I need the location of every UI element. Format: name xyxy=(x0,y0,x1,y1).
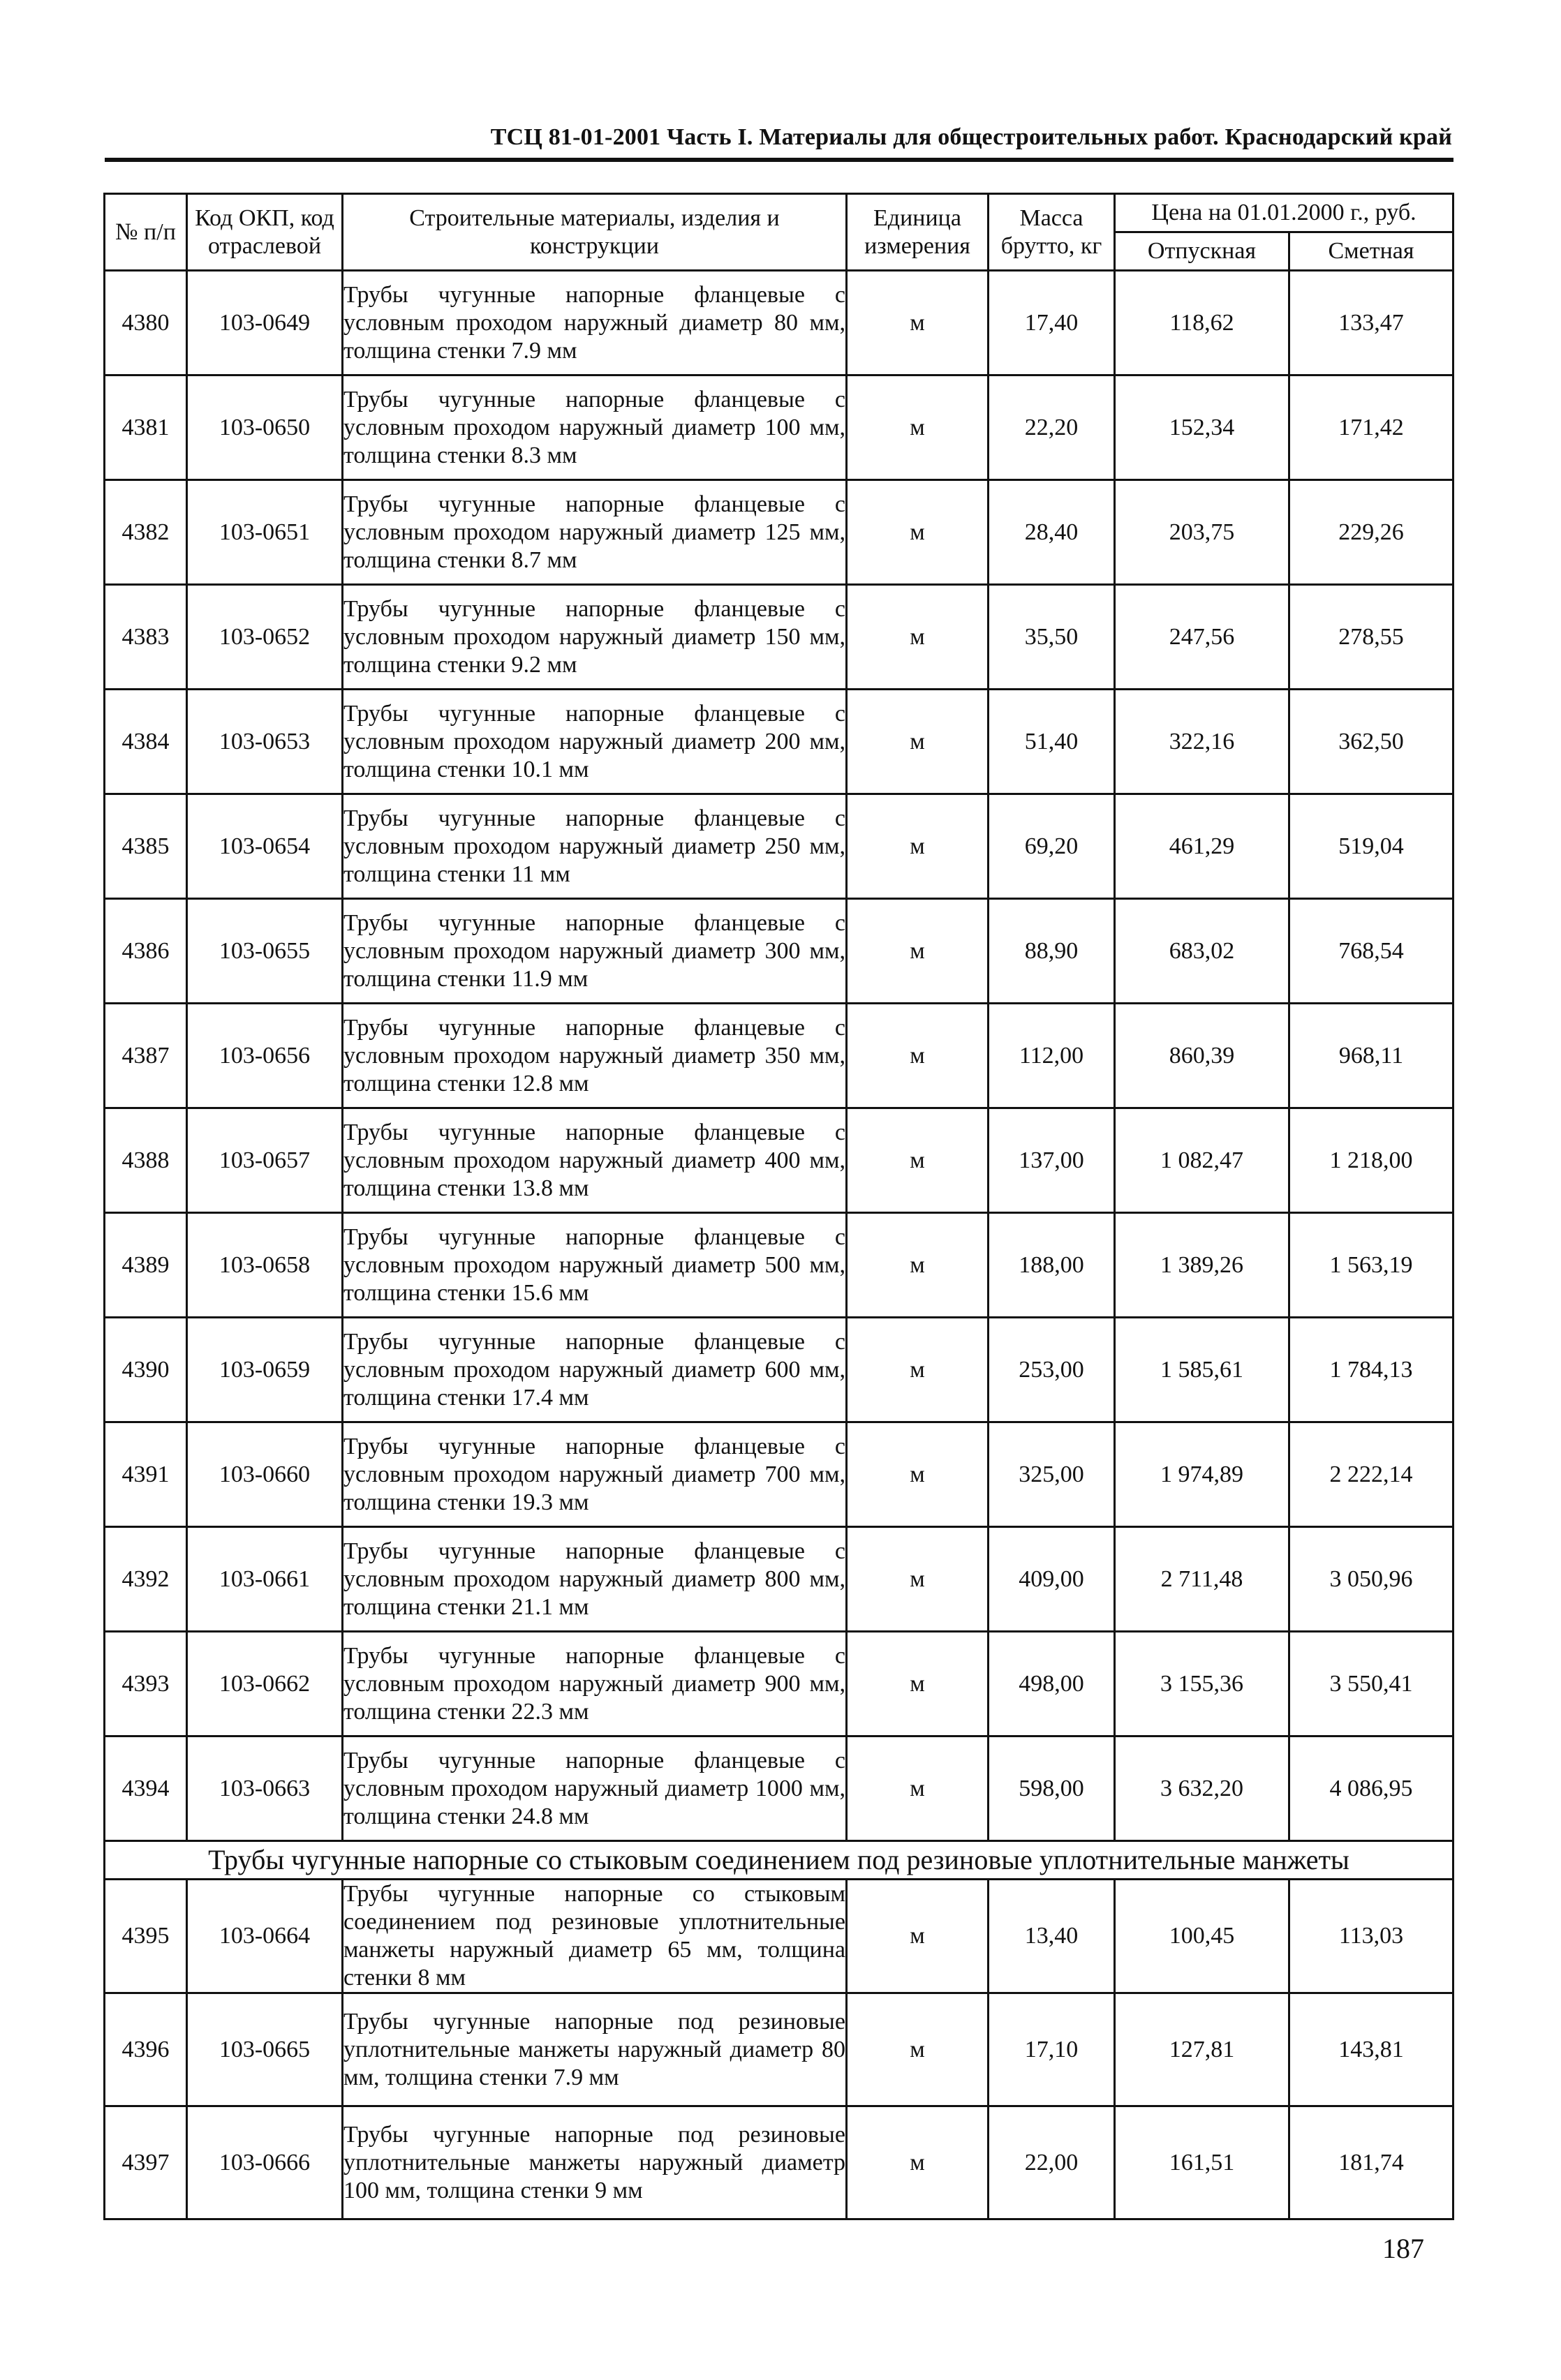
row-release-price: 118,62 xyxy=(1115,271,1289,375)
row-code: 103-0664 xyxy=(187,1880,343,1993)
row-unit: м xyxy=(847,1422,989,1527)
row-mass: 69,20 xyxy=(989,794,1115,899)
col-header-mass: Масса брутто, кг xyxy=(989,194,1115,271)
row-description: Трубы чугунные напорные под резиновые уплотнительные манжеты наружный диаметр 100 мм, толщина стенки 9 мм xyxy=(343,2106,847,2219)
price-table xyxy=(103,193,1454,2220)
row-code: 103-0663 xyxy=(187,1736,343,1841)
row-release-price: 3 632,20 xyxy=(1115,1736,1289,1841)
row-mass: 17,40 xyxy=(989,271,1115,375)
row-code: 103-0659 xyxy=(187,1318,343,1422)
row-unit: м xyxy=(847,480,989,585)
row-mass: 137,00 xyxy=(989,1108,1115,1213)
row-release-price: 1 974,89 xyxy=(1115,1422,1289,1527)
row-estimate-price: 768,54 xyxy=(1289,899,1453,1004)
row-unit: м xyxy=(847,899,989,1004)
row-description: Трубы чугунные напорные под резиновые уплотнительные манжеты наружный диаметр 80 мм, толщина стенки 7.9 мм xyxy=(343,1993,847,2106)
row-release-price: 683,02 xyxy=(1115,899,1289,1004)
row-description: Трубы чугунные напорные фланцевые с условным проходом наружный диаметр 300 мм, толщина стенки 11.9 мм xyxy=(343,899,847,1004)
row-release-price: 3 155,36 xyxy=(1115,1632,1289,1736)
table-row xyxy=(105,1213,1453,1318)
row-code: 103-0658 xyxy=(187,1213,343,1318)
row-code: 103-0655 xyxy=(187,899,343,1004)
row-description: Трубы чугунные напорные фланцевые с условным проходом наружный диаметр 100 мм, толщина стенки 8.3 мм xyxy=(343,375,847,480)
row-number: 4397 xyxy=(105,2106,187,2219)
row-number: 4388 xyxy=(105,1108,187,1213)
row-number: 4393 xyxy=(105,1632,187,1736)
row-estimate-price: 3 550,41 xyxy=(1289,1632,1453,1736)
row-description: Трубы чугунные напорные фланцевые с условным проходом наружный диаметр 900 мм, толщина стенки 22.3 мм xyxy=(343,1632,847,1736)
table-row xyxy=(105,585,1453,690)
row-unit: м xyxy=(847,1632,989,1736)
row-description: Трубы чугунные напорные фланцевые с условным проходом наружный диаметр 800 мм, толщина стенки 21.1 мм xyxy=(343,1527,847,1632)
row-estimate-price: 362,50 xyxy=(1289,690,1453,794)
col-header-price-group: Цена на 01.01.2000 г., руб. xyxy=(1115,194,1453,232)
row-code: 103-0650 xyxy=(187,375,343,480)
row-number: 4385 xyxy=(105,794,187,899)
col-header-unit: Единица измерения xyxy=(847,194,989,271)
col-header-release: Отпускная xyxy=(1115,232,1289,271)
row-release-price: 203,75 xyxy=(1115,480,1289,585)
row-unit: м xyxy=(847,375,989,480)
col-header-desc: Строительные материалы, изделия и конструкции xyxy=(343,194,847,271)
row-unit: м xyxy=(847,794,989,899)
section-title: Трубы чугунные напорные со стыковым соединением под резиновые уплотнительные манжеты xyxy=(105,1841,1453,1880)
row-mass: 22,00 xyxy=(989,2106,1115,2219)
row-release-price: 461,29 xyxy=(1115,794,1289,899)
row-code: 103-0649 xyxy=(187,271,343,375)
row-mass: 22,20 xyxy=(989,375,1115,480)
row-description: Трубы чугунные напорные фланцевые с условным проходом наружный диаметр 500 мм, толщина стенки 15.6 мм xyxy=(343,1213,847,1318)
row-release-price: 1 585,61 xyxy=(1115,1318,1289,1422)
row-mass: 409,00 xyxy=(989,1527,1115,1632)
row-estimate-price: 113,03 xyxy=(1289,1880,1453,1993)
row-description: Трубы чугунные напорные фланцевые с условным проходом наружный диаметр 350 мм, толщина стенки 12.8 мм xyxy=(343,1004,847,1108)
row-code: 103-0654 xyxy=(187,794,343,899)
row-mass: 51,40 xyxy=(989,690,1115,794)
row-release-price: 127,81 xyxy=(1115,1993,1289,2106)
table-row xyxy=(105,1993,1453,2106)
table-row xyxy=(105,794,1453,899)
row-unit: м xyxy=(847,1880,989,1993)
row-unit: м xyxy=(847,1736,989,1841)
row-number: 4389 xyxy=(105,1213,187,1318)
row-release-price: 1 082,47 xyxy=(1115,1108,1289,1213)
row-unit: м xyxy=(847,1108,989,1213)
table-row xyxy=(105,1004,1453,1108)
row-unit: м xyxy=(847,271,989,375)
table-row xyxy=(105,1318,1453,1422)
row-number: 4382 xyxy=(105,480,187,585)
row-release-price: 247,56 xyxy=(1115,585,1289,690)
row-estimate-price: 171,42 xyxy=(1289,375,1453,480)
row-estimate-price: 181,74 xyxy=(1289,2106,1453,2219)
row-mass: 17,10 xyxy=(989,1993,1115,2106)
row-number: 4396 xyxy=(105,1993,187,2106)
row-code: 103-0651 xyxy=(187,480,343,585)
table-row xyxy=(105,899,1453,1004)
row-number: 4395 xyxy=(105,1880,187,1993)
row-number: 4386 xyxy=(105,899,187,1004)
row-release-price: 2 711,48 xyxy=(1115,1527,1289,1632)
row-mass: 598,00 xyxy=(989,1736,1115,1841)
row-description: Трубы чугунные напорные фланцевые с условным проходом наружный диаметр 250 мм, толщина стенки 11 мм xyxy=(343,794,847,899)
row-number: 4391 xyxy=(105,1422,187,1527)
row-description: Трубы чугунные напорные фланцевые с условным проходом наружный диаметр 200 мм, толщина стенки 10.1 мм xyxy=(343,690,847,794)
row-code: 103-0660 xyxy=(187,1422,343,1527)
row-number: 4392 xyxy=(105,1527,187,1632)
row-mass: 13,40 xyxy=(989,1880,1115,1993)
row-unit: м xyxy=(847,1318,989,1422)
col-header-estimate: Сметная xyxy=(1289,232,1453,271)
running-header: ТСЦ 81-01-2001 Часть I. Материалы для общестроительных работ. Краснодарский край xyxy=(490,124,1452,150)
row-estimate-price: 143,81 xyxy=(1289,1993,1453,2106)
row-estimate-price: 1 563,19 xyxy=(1289,1213,1453,1318)
row-code: 103-0666 xyxy=(187,2106,343,2219)
row-release-price: 860,39 xyxy=(1115,1004,1289,1108)
row-code: 103-0652 xyxy=(187,585,343,690)
page-number: 187 xyxy=(1382,2233,1424,2264)
row-release-price: 161,51 xyxy=(1115,2106,1289,2219)
row-unit: м xyxy=(847,2106,989,2219)
row-unit: м xyxy=(847,1527,989,1632)
row-description: Трубы чугунные напорные фланцевые с условным проходом наружный диаметр 400 мм, толщина стенки 13.8 мм xyxy=(343,1108,847,1213)
table-row xyxy=(105,1527,1453,1632)
row-description: Трубы чугунные напорные фланцевые с условным проходом наружный диаметр 150 мм, толщина стенки 9.2 мм xyxy=(343,585,847,690)
col-header-num: № п/п xyxy=(105,194,187,271)
row-release-price: 152,34 xyxy=(1115,375,1289,480)
row-estimate-price: 1 784,13 xyxy=(1289,1318,1453,1422)
row-code: 103-0653 xyxy=(187,690,343,794)
table-row xyxy=(105,690,1453,794)
row-mass: 28,40 xyxy=(989,480,1115,585)
row-estimate-price: 229,26 xyxy=(1289,480,1453,585)
row-release-price: 322,16 xyxy=(1115,690,1289,794)
row-release-price: 100,45 xyxy=(1115,1880,1289,1993)
row-number: 4381 xyxy=(105,375,187,480)
row-mass: 188,00 xyxy=(989,1213,1115,1318)
row-release-price: 1 389,26 xyxy=(1115,1213,1289,1318)
row-code: 103-0656 xyxy=(187,1004,343,1108)
row-estimate-price: 3 050,96 xyxy=(1289,1527,1453,1632)
row-estimate-price: 4 086,95 xyxy=(1289,1736,1453,1841)
table-row xyxy=(105,1422,1453,1527)
row-number: 4390 xyxy=(105,1318,187,1422)
row-mass: 253,00 xyxy=(989,1318,1115,1422)
row-number: 4380 xyxy=(105,271,187,375)
row-unit: м xyxy=(847,1004,989,1108)
table-row xyxy=(105,1736,1453,1841)
table-row xyxy=(105,480,1453,585)
row-description: Трубы чугунные напорные со стыковым соединением под резиновые уплотнительные манжеты наружный диаметр 65 мм, толщина стенки 8 мм xyxy=(343,1880,847,1993)
row-description: Трубы чугунные напорные фланцевые с условным проходом наружный диаметр 80 мм, толщина стенки 7.9 мм xyxy=(343,271,847,375)
row-unit: м xyxy=(847,585,989,690)
row-mass: 498,00 xyxy=(989,1632,1115,1736)
row-estimate-price: 133,47 xyxy=(1289,271,1453,375)
row-description: Трубы чугунные напорные фланцевые с условным проходом наружный диаметр 600 мм, толщина стенки 17.4 мм xyxy=(343,1318,847,1422)
row-code: 103-0661 xyxy=(187,1527,343,1632)
row-number: 4383 xyxy=(105,585,187,690)
table-row xyxy=(105,375,1453,480)
row-unit: м xyxy=(847,1993,989,2106)
row-code: 103-0662 xyxy=(187,1632,343,1736)
row-mass: 35,50 xyxy=(989,585,1115,690)
row-unit: м xyxy=(847,690,989,794)
row-estimate-price: 968,11 xyxy=(1289,1004,1453,1108)
row-estimate-price: 278,55 xyxy=(1289,585,1453,690)
table-row xyxy=(105,1632,1453,1736)
header-rule xyxy=(105,158,1453,162)
row-mass: 88,90 xyxy=(989,899,1115,1004)
table-row xyxy=(105,1108,1453,1213)
row-number: 4394 xyxy=(105,1736,187,1841)
row-description: Трубы чугунные напорные фланцевые с условным проходом наружный диаметр 700 мм, толщина стенки 19.3 мм xyxy=(343,1422,847,1527)
row-estimate-price: 2 222,14 xyxy=(1289,1422,1453,1527)
row-estimate-price: 519,04 xyxy=(1289,794,1453,899)
row-number: 4384 xyxy=(105,690,187,794)
row-mass: 112,00 xyxy=(989,1004,1115,1108)
row-estimate-price: 1 218,00 xyxy=(1289,1108,1453,1213)
row-code: 103-0665 xyxy=(187,1993,343,2106)
row-description: Трубы чугунные напорные фланцевые с условным проходом наружный диаметр 1000 мм, толщина стенки 24.8 мм xyxy=(343,1736,847,1841)
row-description: Трубы чугунные напорные фланцевые с условным проходом наружный диаметр 125 мм, толщина стенки 8.7 мм xyxy=(343,480,847,585)
row-code: 103-0657 xyxy=(187,1108,343,1213)
table-row xyxy=(105,2106,1453,2219)
table-row xyxy=(105,1880,1453,1993)
row-number: 4387 xyxy=(105,1004,187,1108)
row-unit: м xyxy=(847,1213,989,1318)
row-mass: 325,00 xyxy=(989,1422,1115,1527)
table-row xyxy=(105,271,1453,375)
col-header-code: Код ОКП, код отраслевой xyxy=(187,194,343,271)
